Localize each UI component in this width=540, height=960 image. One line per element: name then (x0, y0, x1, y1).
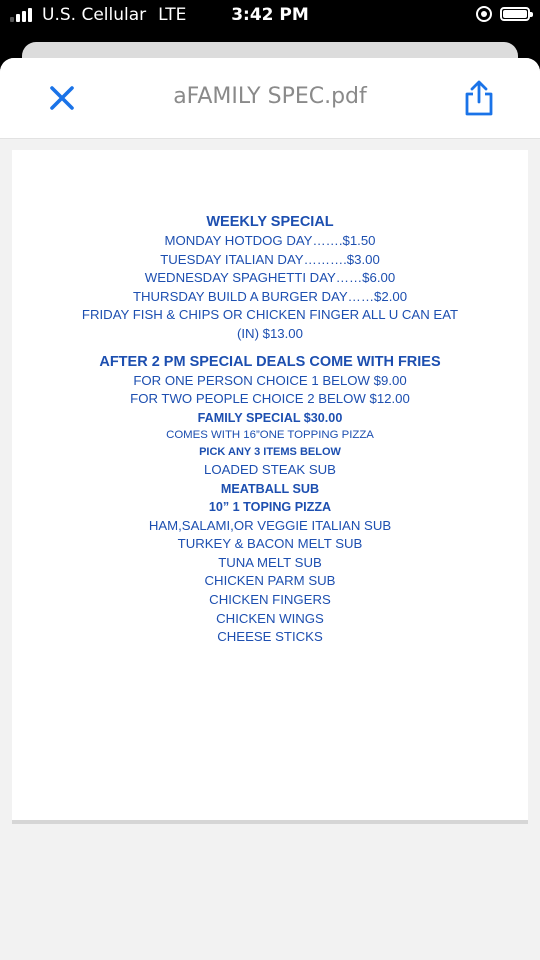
family-item: TURKEY & BACON MELT SUB (177, 536, 363, 552)
one-person-deal: FOR ONE PERSON CHOICE 1 BELOW $9.00 (133, 372, 407, 388)
pick-any-note: PICK ANY 3 ITEMS BELOW (199, 446, 341, 459)
page-edge (12, 820, 528, 824)
family-comes-with: COMES WITH 16”ONE TOPPING PIZZA (166, 429, 374, 442)
pdf-viewer-sheet (0, 58, 540, 960)
status-time: 3:42 PM (231, 5, 309, 25)
family-item: CHICKEN PARM SUB (204, 573, 336, 589)
network-label: LTE (158, 5, 187, 25)
family-special: FAMILY SPECIAL $30.00 (197, 410, 343, 425)
family-item: MEATBALL SUB (220, 481, 320, 496)
status-right (476, 6, 530, 22)
weekly-item: THURSDAY BUILD A BURGER DAY……$2.00 (132, 288, 408, 304)
weekly-item: TUESDAY ITALIAN DAY……….$3.00 (160, 251, 380, 267)
weekly-item: (IN) $13.00 (237, 325, 303, 341)
battery-icon (500, 7, 530, 21)
family-item: 10” 1 TOPING PIZZA (208, 500, 332, 515)
after-2pm-heading: AFTER 2 PM SPECIAL DEALS COME WITH FRIES (99, 353, 441, 370)
two-people-deal: FOR TWO PEOPLE CHOICE 2 BELOW $12.00 (130, 391, 410, 407)
weekly-item: FRIDAY FISH & CHIPS OR CHICKEN FINGER ALL U CAN EAT (81, 307, 459, 323)
carrier-label: U.S. Cellular (42, 5, 147, 25)
orientation-lock-icon (476, 6, 492, 22)
share-button[interactable] (462, 78, 496, 118)
share-icon (462, 78, 496, 118)
family-item: HAM,SALAMI,OR VEGGIE ITALIAN SUB (148, 517, 392, 533)
weekly-item: MONDAY HOTDOG DAY…….$1.50 (164, 233, 376, 248)
family-item: LOADED STEAK SUB (204, 462, 336, 478)
weekly-item: WEDNESDAY SPAGHETTI DAY……$6.00 (144, 270, 396, 286)
weekly-special-heading: WEEKLY SPECIAL (206, 214, 334, 230)
nav-bar (0, 58, 540, 139)
menu-document (12, 212, 528, 647)
pdf-page[interactable] (12, 150, 528, 820)
family-items-list (12, 461, 528, 647)
document-title: aFAMILY SPEC.pdf (173, 84, 367, 109)
family-item: CHICKEN WINGS (216, 610, 324, 626)
family-item: CHEESE STICKS (217, 629, 323, 645)
family-item: TUNA MELT SUB (218, 554, 322, 570)
family-item: CHICKEN FINGERS (209, 591, 331, 607)
status-bar (0, 0, 540, 44)
